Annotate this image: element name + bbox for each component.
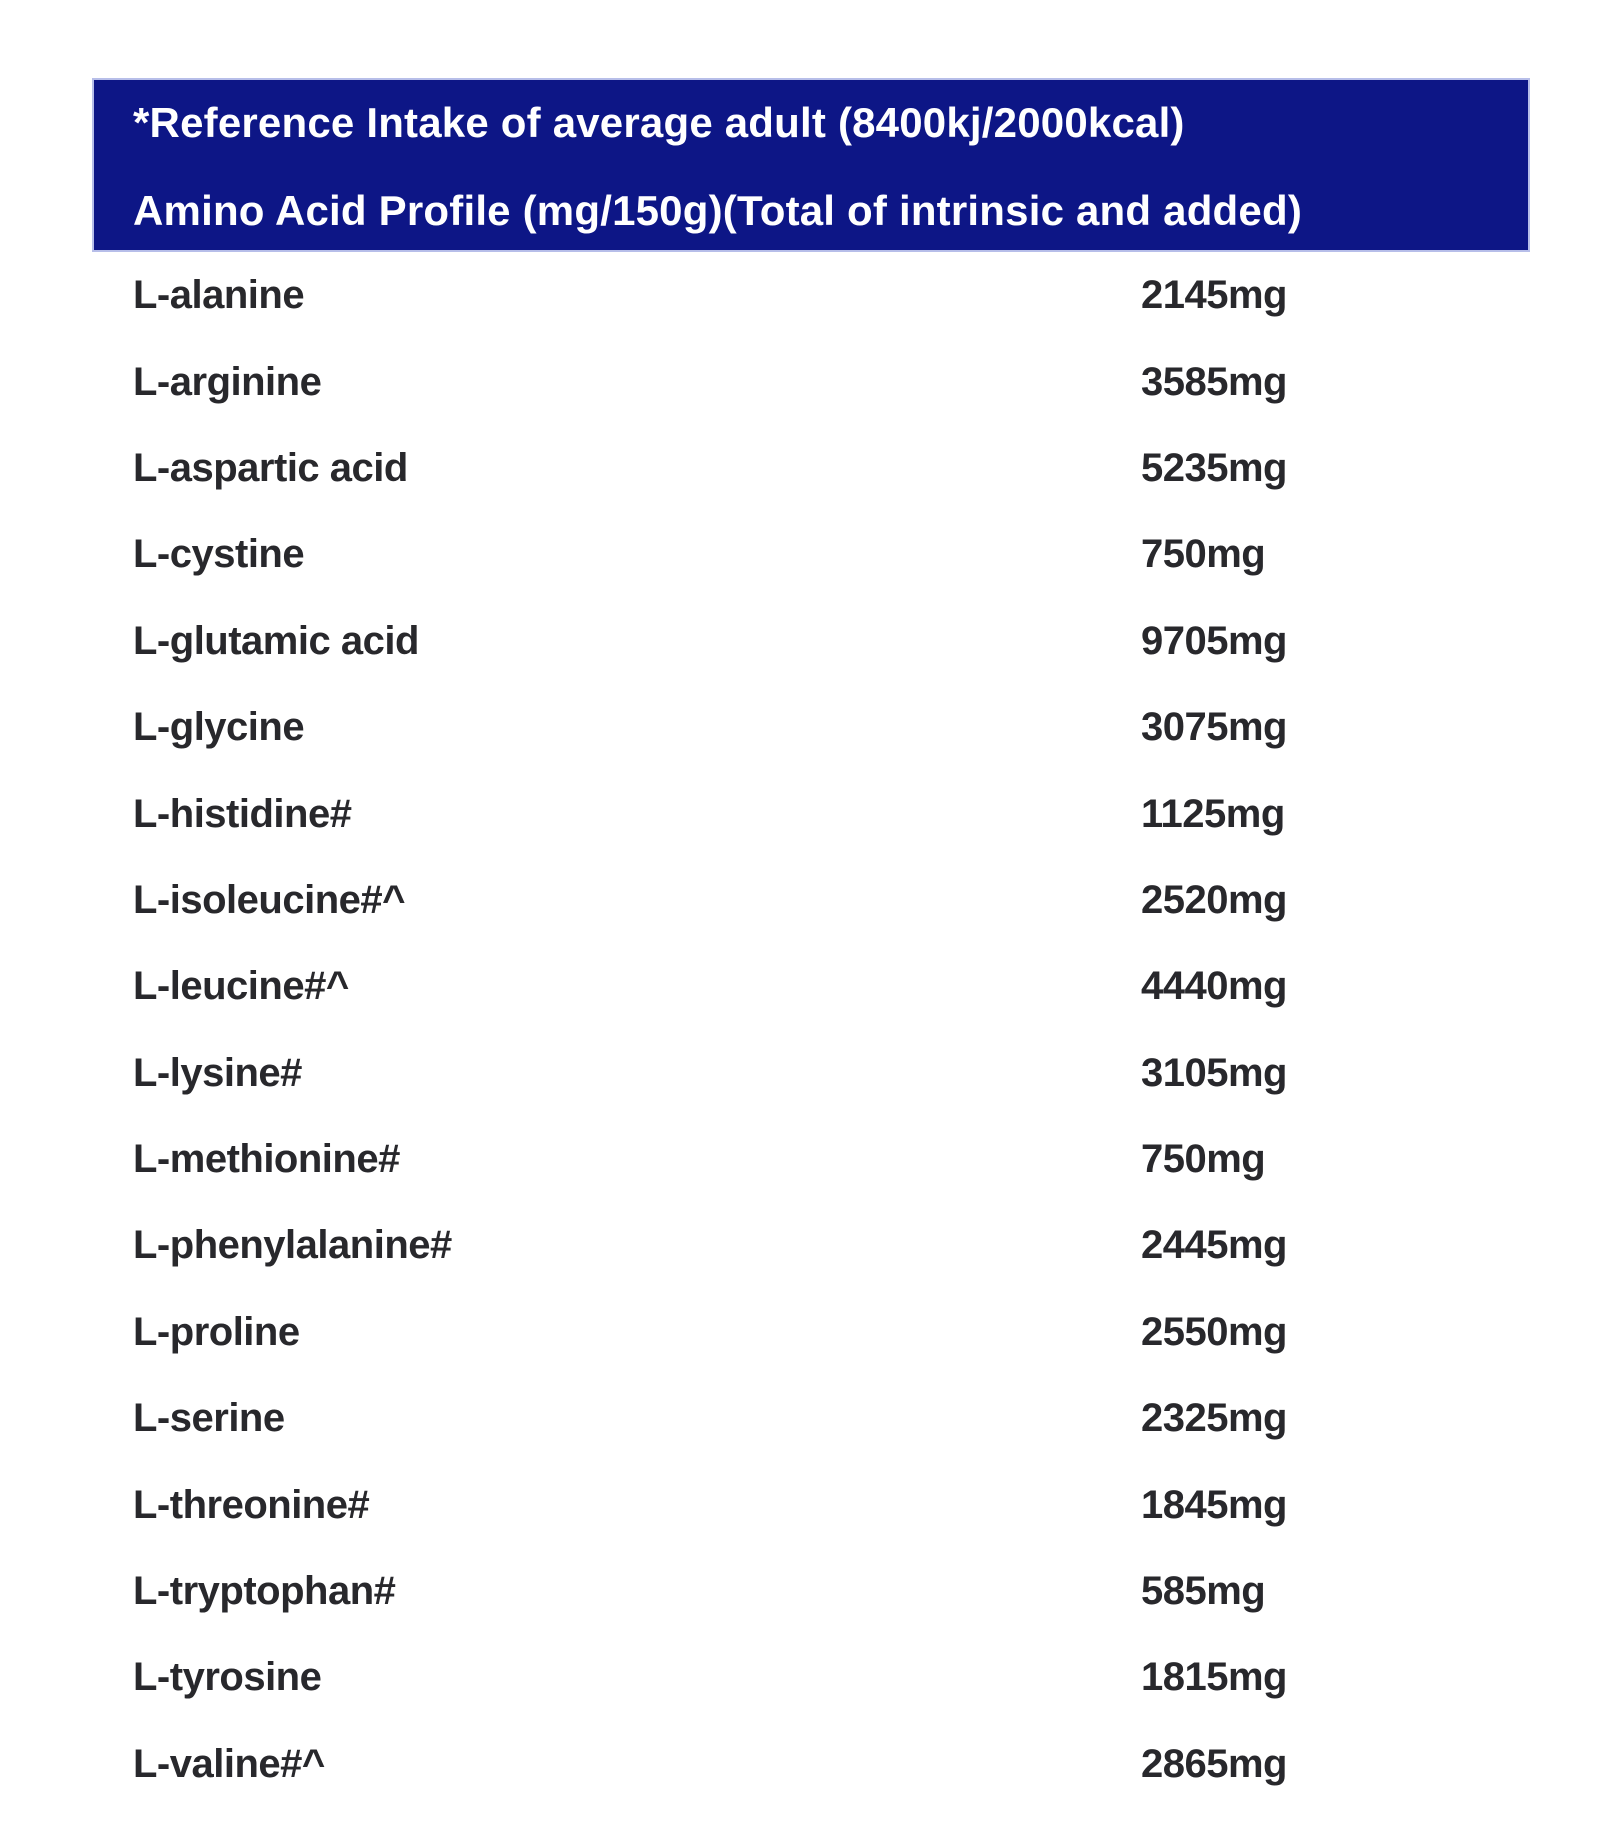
table-row [0,252,1600,338]
amino-acid-amount: 5235mg [1141,445,1287,490]
table-row [0,1634,1600,1720]
amino-acid-profile-title: Amino Acid Profile (mg/150g)(Total of intrinsic and added) [133,187,1302,234]
amino-acid-amount: 2865mg [1141,1741,1287,1786]
amino-acid-name: L-proline [133,1309,300,1354]
amino-acid-name: L-cystine [133,532,305,577]
amino-acid-name: L-glycine [133,705,305,750]
reference-intake-title: *Reference Intake of average adult (8400kj/2000kcal) [133,99,1185,146]
table-row [0,338,1600,424]
amino-acid-amount: 2445mg [1141,1223,1287,1268]
table-row [0,1461,1600,1547]
table-row [0,770,1600,856]
amino-acid-amount: 1845mg [1141,1482,1287,1527]
amino-acid-amount: 3075mg [1141,705,1287,750]
amino-acid-name: L-isoleucine#^ [133,877,405,922]
amino-acid-name: L-tyrosine [133,1655,322,1700]
amino-acid-name: L-valine#^ [133,1741,325,1786]
amino-acid-name: L-threonine# [133,1482,370,1527]
amino-acid-name: L-arginine [133,359,322,404]
amino-acid-amount: 2520mg [1141,877,1287,922]
table-row [0,1202,1600,1288]
amino-acid-amount: 2145mg [1141,273,1287,318]
amino-acid-amount: 1815mg [1141,1655,1287,1700]
panel-header [92,78,1530,252]
amino-acid-name: L-glutamic acid [133,618,419,663]
amino-acid-amount: 3585mg [1141,359,1287,404]
table-row [0,1289,1600,1375]
table-row [0,598,1600,684]
amino-acid-amount: 750mg [1141,532,1266,577]
table-row [0,511,1600,597]
amino-acid-name: L-serine [133,1396,285,1441]
amino-acid-amount: 4440mg [1141,964,1287,1009]
amino-acid-amount: 3105mg [1141,1050,1287,1095]
amino-acid-amount: 2325mg [1141,1396,1287,1441]
amino-acid-name: L-leucine#^ [133,964,349,1009]
amino-acid-name: L-lysine# [133,1050,302,1095]
amino-acid-name: L-alanine [133,273,305,318]
amino-acid-table [0,252,1600,1807]
amino-acid-amount: 9705mg [1141,618,1287,663]
amino-acid-name: L-histidine# [133,791,352,836]
amino-acid-name: L-phenylalanine# [133,1223,452,1268]
table-row [0,1375,1600,1461]
amino-acid-name: L-tryptophan# [133,1569,396,1614]
amino-acid-amount: 750mg [1141,1137,1266,1182]
amino-acid-name: L-methionine# [133,1137,400,1182]
table-row [0,425,1600,511]
table-row [0,857,1600,943]
table-row [0,684,1600,770]
table-row [0,943,1600,1029]
table-row [0,1721,1600,1807]
amino-acid-name: L-aspartic acid [133,445,408,490]
table-row [0,1030,1600,1116]
amino-acid-amount: 585mg [1141,1569,1266,1614]
amino-acid-amount: 1125mg [1141,791,1285,836]
table-row [0,1116,1600,1202]
amino-acid-amount: 2550mg [1141,1309,1287,1354]
table-row [0,1548,1600,1634]
